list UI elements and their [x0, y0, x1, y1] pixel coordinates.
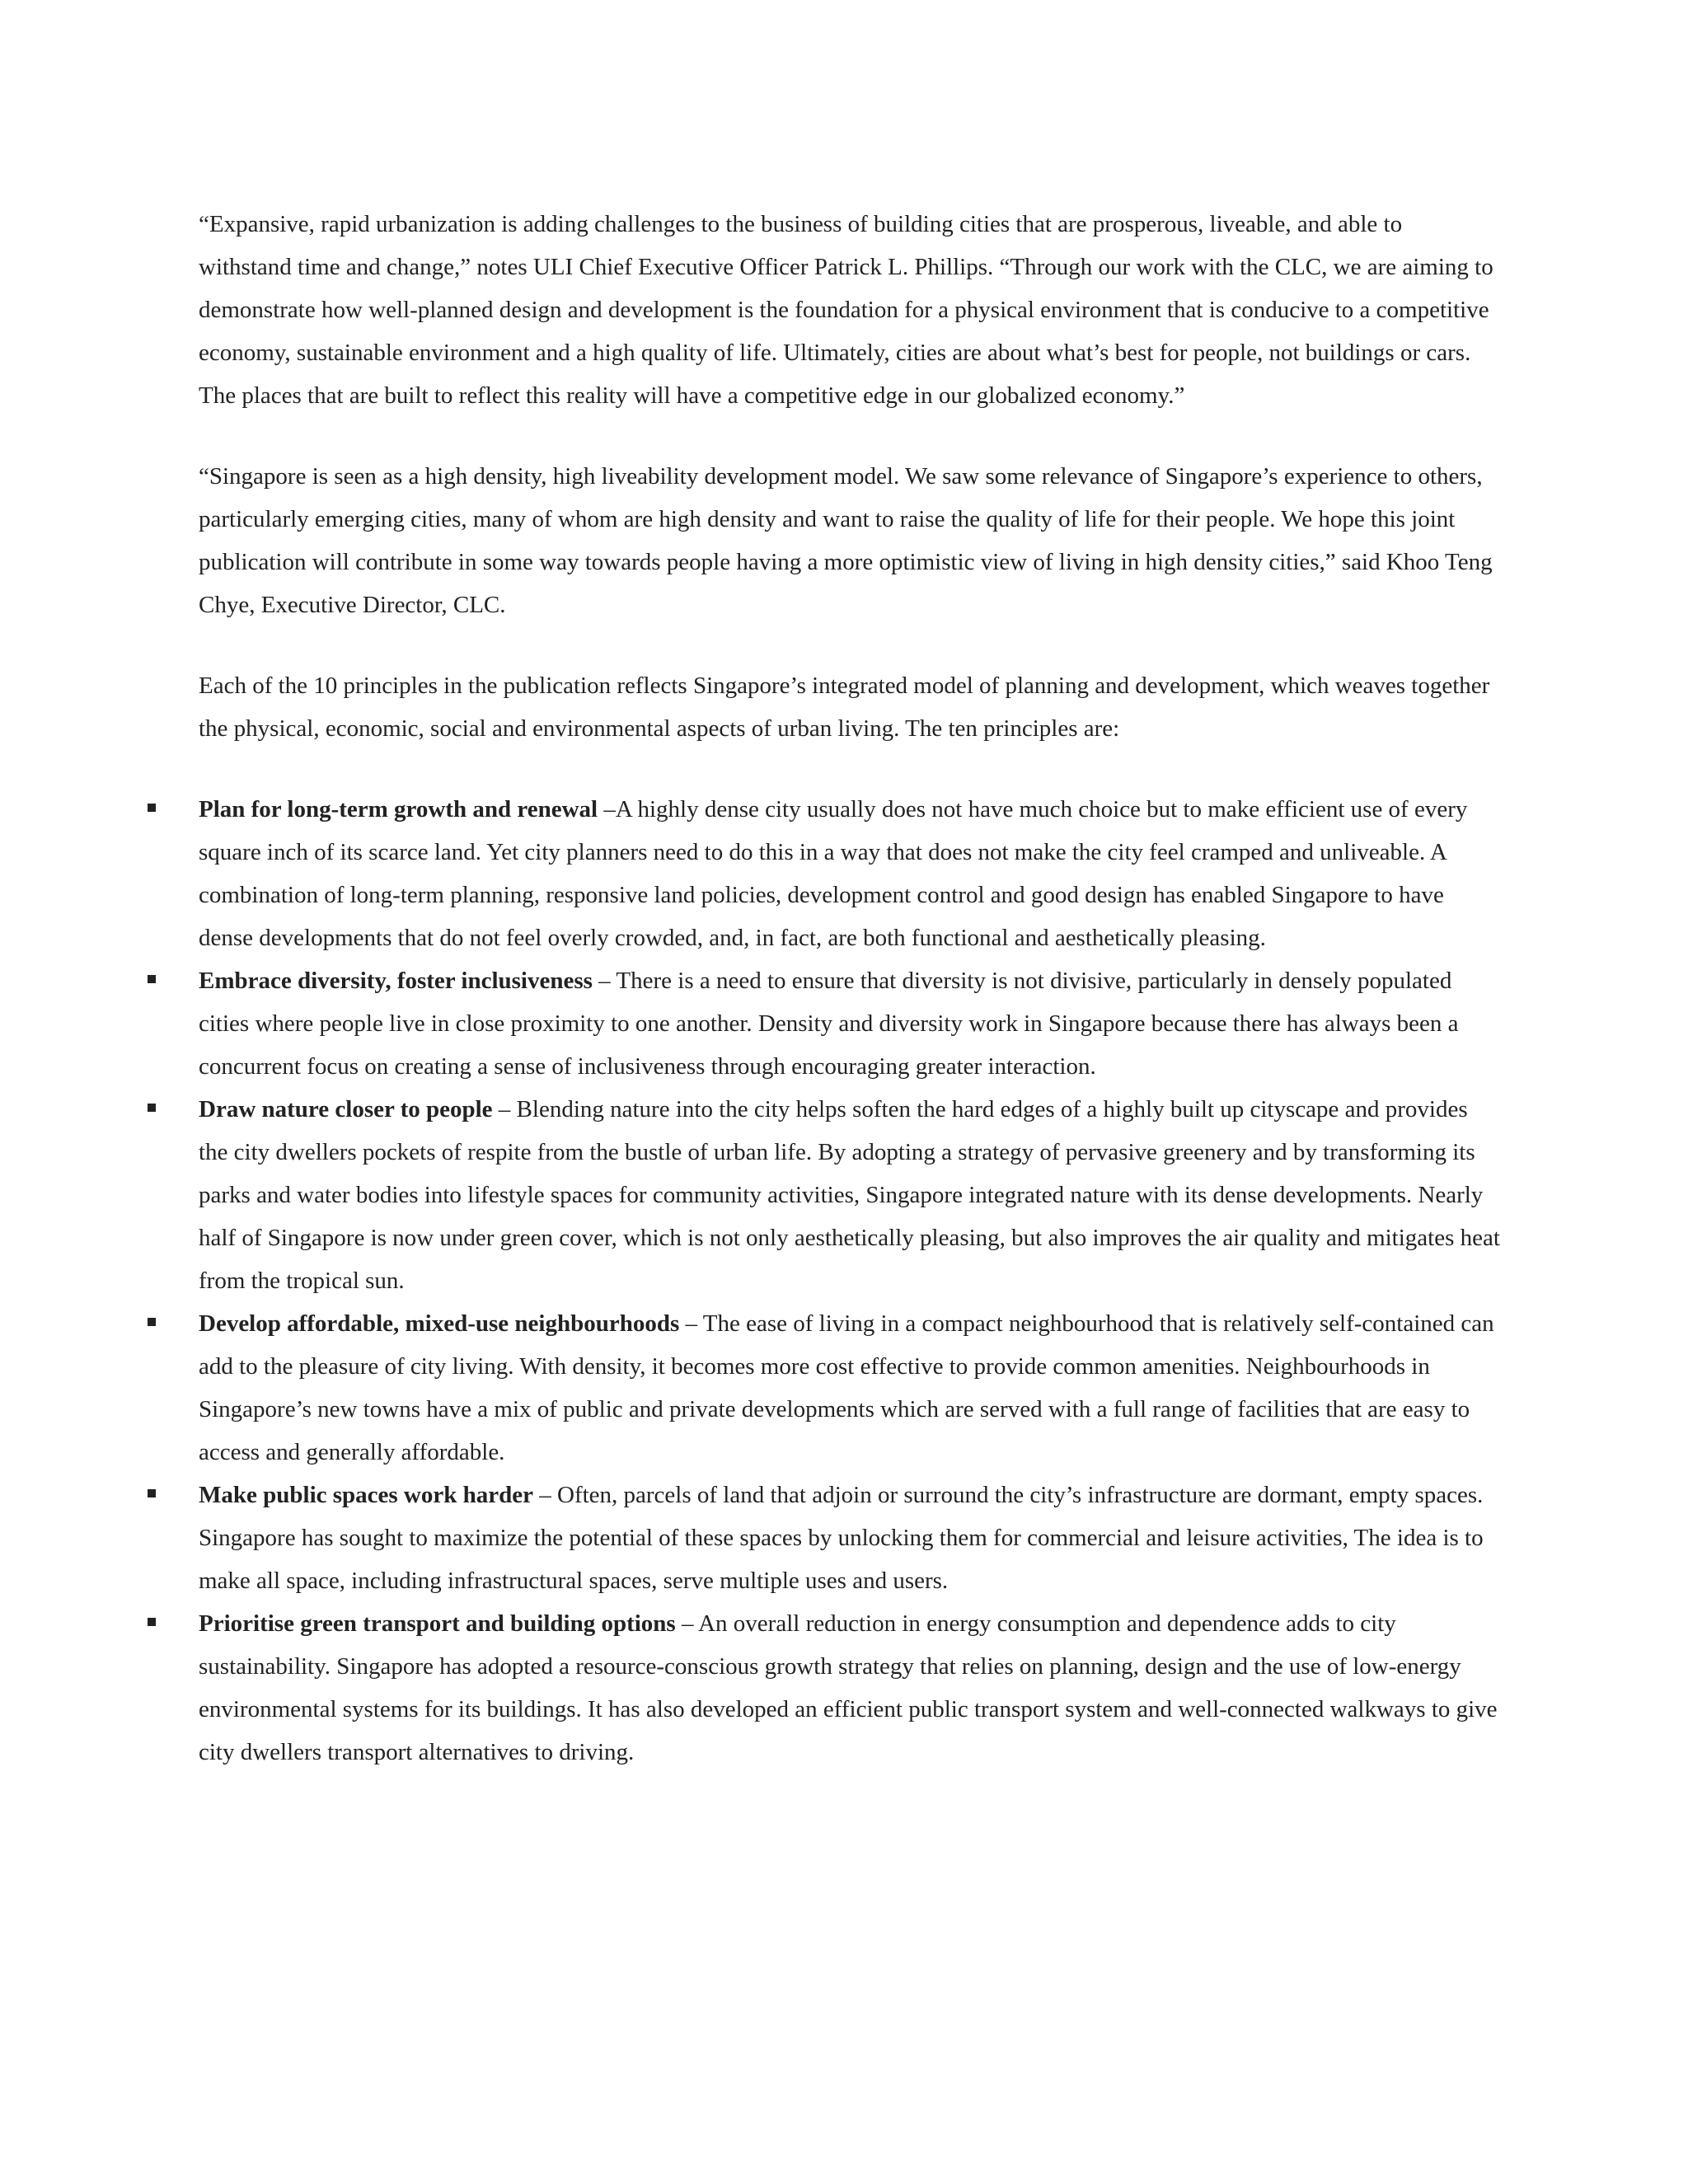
- principle-text: – The ease of living in a compact neighbourhood that is relatively self-contained can add to the pleasure of city living. With density, it becomes more cost effective to provide common amenities. Neighbourhoods in Singapore’s new towns have a mix of public and private developments which are served with a full range of facilities that are easy to access and generally affordable.: [199, 1310, 1494, 1465]
- principles-intro-paragraph: Each of the 10 principles in the publication reflects Singapore’s integrated model of planning and development, which weaves together the physical, economic, social and environmental aspects of urban living. The ten principles are:: [199, 673, 1490, 742]
- quote-paragraph-clc: “Singapore is seen as a high density, high liveability development model. We saw some relevance of Singapore’s experience to others, particularly emerging cities, many of whom are high density and want to raise the quality of life for their people. We hope this joint publication will contribute in some way towards people having a more optimistic view of living in high density cities,” said Khoo Teng Chye, Executive Director, CLC.: [199, 463, 1493, 618]
- square-bullet-icon: [148, 1489, 156, 1497]
- principle-title: Draw nature closer to people: [199, 1096, 493, 1122]
- list-item: [199, 1088, 1501, 1302]
- principle-title: Prioritise green transport and building options: [199, 1610, 676, 1637]
- list-item: [199, 1302, 1501, 1474]
- principle-title: Develop affordable, mixed-use neighbourhoods: [199, 1310, 680, 1337]
- principle-text: – Blending nature into the city helps soften the hard edges of a highly built up cityscape and provides the city dwellers pockets of respite from the bustle of urban life. By adopting a strategy of pervasive greenery and by transforming its parks and water bodies into lifestyle spaces for community activities, Singapore integrated nature with its dense developments. Nearly half of Singapore is now under green cover, which is not only aesthetically pleasing, but also improves the air quality and mitigates heat from the tropical sun.: [199, 1096, 1500, 1294]
- principle-title: Embrace diversity, foster inclusiveness: [199, 968, 593, 994]
- list-item: [199, 1474, 1501, 1602]
- principle-text: –A highly dense city usually does not have much choice but to make efficient use of every square inch of its scarce land. Yet city planners need to do this in a way that does not make the city feel cramped and unliveable. A combination of long-term planning, responsive land policies, development control and good design has enabled Singapore to have dense developments that do not feel overly crowded, and, in fact, are both functional and aesthetically pleasing.: [199, 796, 1468, 951]
- principle-text: – Often, parcels of land that adjoin or surround the city’s infrastructure are dormant, empty spaces. Singapore has sought to maximize the potential of these spaces by unlocking them for commercial and leisure activities, The idea is to make all space, including infrastructural spaces, serve multiple uses and users.: [199, 1482, 1484, 1594]
- square-bullet-icon: [148, 1318, 156, 1326]
- principles-list: [199, 788, 1501, 1774]
- principle-text: – There is a need to ensure that diversity is not divisive, particularly in densely populated cities where people live in close proximity to one another. Density and diversity work in Singapore because there has always been a concurrent focus on creating a sense of inclusiveness through encouraging greater interaction.: [199, 968, 1459, 1080]
- document-body: [199, 203, 1501, 1774]
- list-item: [199, 959, 1501, 1088]
- list-item: [199, 1602, 1501, 1774]
- square-bullet-icon: [148, 1104, 156, 1112]
- principle-text: – An overall reduction in energy consumption and dependence adds to city sustainability. Singapore has adopted a resource-conscious growth strategy that relies on planning, design and the use of low-energy environmental systems for its buildings. It has also developed an efficient public transport system and well-connected walkways to give city dwellers transport alternatives to driving.: [199, 1610, 1498, 1765]
- square-bullet-icon: [148, 804, 156, 812]
- square-bullet-icon: [148, 1618, 156, 1626]
- quote-paragraph-uli: “Expansive, rapid urbanization is adding challenges to the business of building cities that are prosperous, liveable, and able to withstand time and change,” notes ULI Chief Executive Officer Patrick L. Phillips. “Through our work with the CLC, we are aiming to demonstrate how well-planned design and development is the foundation for a physical environment that is conducive to a competitive economy, sustainable environment and a high quality of life. Ultimately, cities are about what’s best for people, not buildings or cars. The places that are built to reflect this reality will have a competitive edge in our globalized economy.”: [199, 211, 1493, 409]
- square-bullet-icon: [148, 975, 156, 983]
- principle-title: Make public spaces work harder: [199, 1482, 533, 1508]
- principle-title: Plan for long-term growth and renewal: [199, 796, 598, 823]
- list-item: [199, 788, 1501, 959]
